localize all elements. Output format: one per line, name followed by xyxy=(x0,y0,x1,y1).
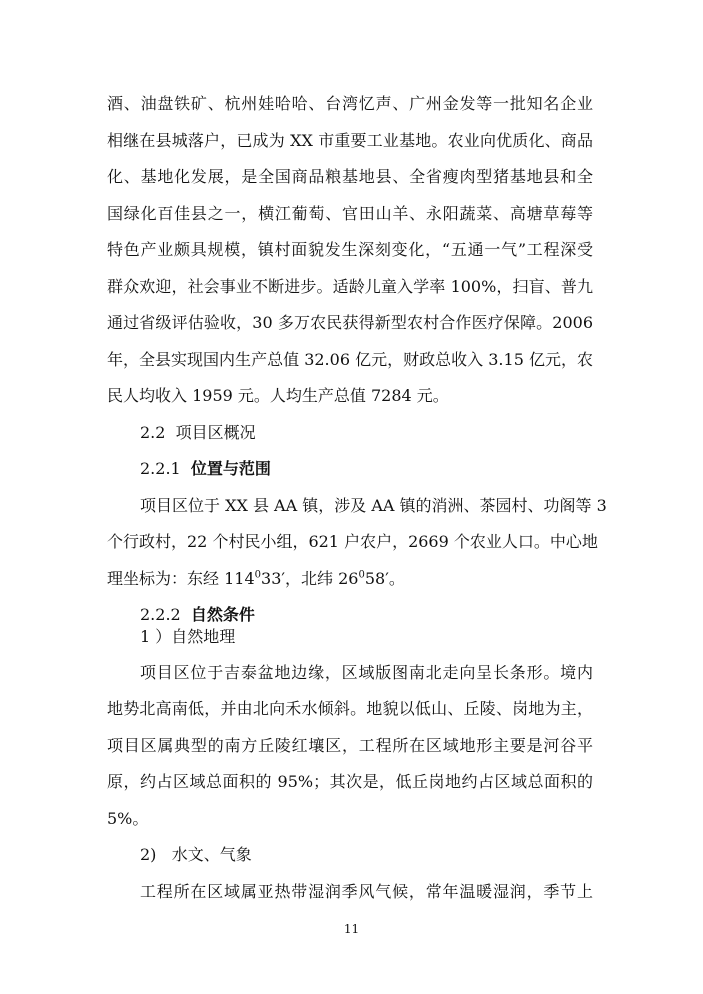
subsection-number: 2) xyxy=(140,845,157,864)
degree-mark: 0 xyxy=(254,569,262,581)
paragraph-1-line-8: 年，全县实现国内生产总值 32.06 亿元，财政总收入 3.15 亿元，农 xyxy=(107,350,593,369)
paragraph-3-line-1: 项目区位于吉泰盆地边缘，区域版图南北走向呈长条形。境内 xyxy=(140,663,593,682)
page-number: 11 xyxy=(343,922,360,936)
paragraph-1-line-2: 相继在县城落户，已成为 XX 市重要工业基地。农业向优质化、商品 xyxy=(107,131,593,150)
section-heading-2-2-2 xyxy=(140,603,255,627)
paragraph-3-line-5: 5%。 xyxy=(107,809,149,828)
section-title: 自然条件 xyxy=(190,605,255,624)
coordinate-text: 58′。 xyxy=(364,569,405,588)
section-title: 项目区概况 xyxy=(175,423,256,442)
subsection-1-heading: 1 ）自然地理 xyxy=(140,627,236,646)
section-number: 2.2 xyxy=(140,423,166,442)
paragraph-2-line-1: 项目区位于 XX 县 AA 镇，涉及 AA 镇的消洲、茶园村、功阁等 3 xyxy=(140,496,607,515)
paragraph-1-line-9: 民人均收入 1959 元。人均生产总值 7284 元。 xyxy=(107,386,449,405)
paragraph-1-line-1: 酒、油盘铁矿、杭州娃哈哈、台湾忆声、广州金发等一批知名企业 xyxy=(107,94,593,113)
section-heading-2-2 xyxy=(140,421,256,445)
section-number: 2.2.2 xyxy=(140,605,181,624)
paragraph-1-line-4: 国绿化百佳县之一，横江葡萄、官田山羊、永阳蔬菜、高塘草莓等 xyxy=(107,204,593,223)
paragraph-1-line-3: 化、基地化发展，是全国商品粮基地县、全省瘦肉型猪基地县和全 xyxy=(107,167,593,186)
paragraph-2-line-2: 个行政村，22 个村民小组，621 户农户，2669 个农业人口。中心地 xyxy=(107,532,598,551)
paragraph-1-line-7: 通过省级评估验收，30 多万农民获得新型农村合作医疗保障。2006 xyxy=(107,313,593,332)
paragraph-3-line-3: 项目区属典型的南方丘陵红壤区，工程所在区域地形主要是河谷平 xyxy=(107,736,593,755)
paragraph-4-line-1: 工程所在区域属亚热带湿润季风气候，常年温暖湿润，季节上 xyxy=(140,882,593,901)
coordinate-text: 33′，北纬 26 xyxy=(261,569,359,588)
paragraph-1-line-5: 特色产业颇具规模，镇村面貌发生深刻变化，“五通一气”工程深受 xyxy=(107,240,593,259)
subsection-2-heading xyxy=(140,843,252,867)
paragraph-2-line-3 xyxy=(107,567,405,591)
paragraph-1-line-6: 群众欢迎，社会事业不断进步。适龄儿童入学率 100%，扫盲、普九 xyxy=(107,277,593,296)
paragraph-3-line-4: 原，约占区域总面积的 95%；其次是，低丘岗地约占区域总面积的 xyxy=(107,772,593,791)
section-heading-2-2-1 xyxy=(140,457,271,481)
section-number: 2.2.1 xyxy=(140,459,181,478)
degree-mark: 0 xyxy=(358,569,365,581)
subsection-label: 水文、气象 xyxy=(171,845,252,864)
section-title: 位置与范围 xyxy=(190,459,271,478)
paragraph-3-line-2: 地势北高南低，并由北向禾水倾斜。地貌以低山、丘陵、岗地为主， xyxy=(107,699,593,718)
coordinate-text: 理坐标为：东经 114 xyxy=(107,569,255,588)
